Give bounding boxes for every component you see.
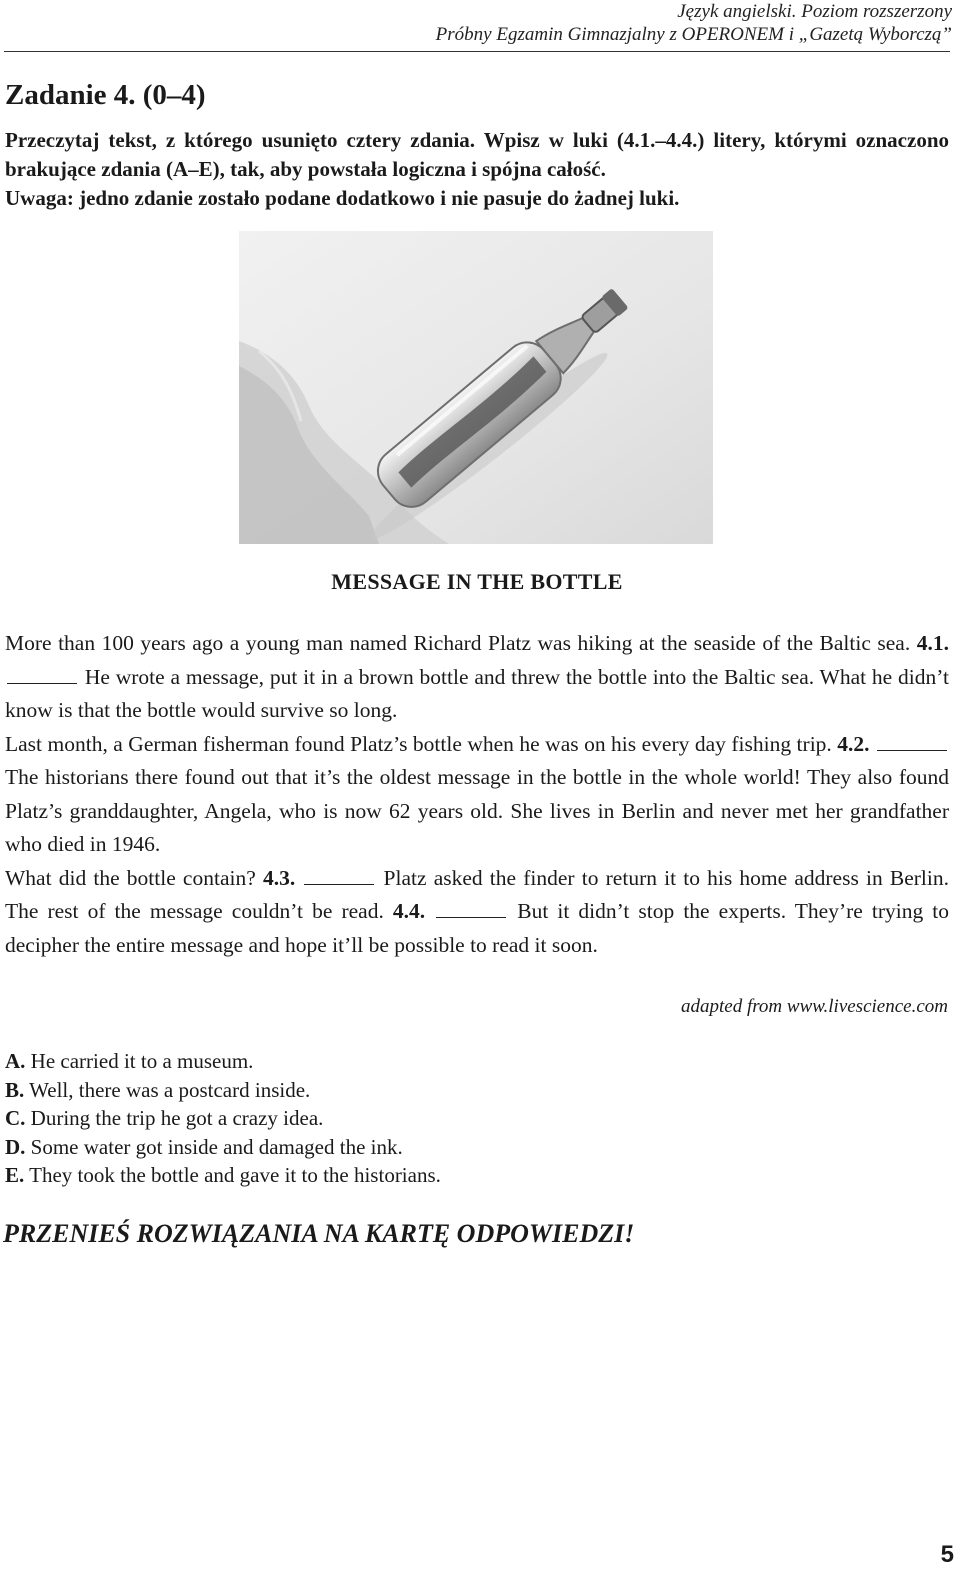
gap-4-3-blank[interactable]	[304, 866, 374, 885]
option-text: Well, there was a postcard inside.	[29, 1077, 311, 1102]
p2-text-1: Last month, a German fisherman found Platz’s bottle when he was on his every day fishing trip.	[5, 731, 832, 756]
p1-text-2: He wrote a message, put it in a brown bottle and threw the bottle into the Baltic sea. What he didn’t know is that the bottle would survive so long.	[5, 664, 950, 722]
p1-text-1: More than 100 years ago a young man named Richard Platz was hiking at the seaside of the Baltic sea.	[5, 631, 911, 655]
message-in-bottle-photo	[239, 231, 713, 544]
article-body	[5, 627, 949, 962]
answer-options	[5, 1047, 805, 1190]
p3-text-3: But it didn’t stop the experts. They’re trying to decipher the entire message and hope it’ll be possible to read it soon.	[5, 899, 950, 957]
p2-text-2: The historians there found out that it’s the oldest message in the bottle in the whole world! They also found Platz’s granddaughter, Angela, who is now 62 years old. She lives in Berlin and never met her grandfather who died in 1946.	[5, 765, 949, 856]
instruction-note: Uwaga: jedno zdanie zostało podane dodatkowo i nie pasuje do żadnej luki.	[5, 186, 680, 210]
page-number: 5	[940, 1541, 954, 1568]
option-item	[5, 1104, 805, 1133]
p3-text-1: What did the bottle contain?	[5, 865, 256, 890]
option-text: Some water got inside and damaged the ink.	[30, 1134, 403, 1159]
option-letter: E.	[5, 1163, 25, 1187]
gap-4-2-blank[interactable]	[877, 732, 947, 751]
gap-4-1-label: 4.1.	[916, 631, 949, 655]
gap-4-4-blank[interactable]	[436, 899, 506, 918]
task-instructions	[5, 126, 949, 213]
gap-4-2-label: 4.2.	[837, 731, 870, 756]
header-line-1: Język angielski. Poziom rozszerzony	[677, 1, 952, 22]
option-letter: C.	[5, 1106, 26, 1130]
instruction-main: Przeczytaj tekst, z którego usunięto cztery zdania. Wpisz w luki (4.1.–4.4.) litery, którymi oznaczono brakujące zdania (A–E), tak, aby powstała logiczna i spójna całość.	[5, 128, 949, 181]
gap-4-3-label: 4.3.	[262, 865, 296, 890]
option-text: They took the bottle and gave it to the historians.	[29, 1163, 441, 1187]
transfer-answers-note: PRZENIEŚ ROZWIĄZANIA NA KARTĘ ODPOWIEDZI!	[3, 1219, 635, 1248]
source-credit: adapted from www.livescience.com	[681, 996, 948, 1017]
gap-4-1-blank[interactable]	[7, 665, 77, 684]
option-letter: D.	[5, 1134, 26, 1159]
option-text: He carried it to a museum.	[30, 1049, 254, 1073]
article-title: MESSAGE IN THE BOTTLE	[331, 569, 623, 594]
option-letter: B.	[5, 1077, 25, 1102]
header-divider	[4, 51, 950, 52]
page-header	[252, 0, 952, 46]
option-letter: A.	[5, 1049, 26, 1073]
option-item	[5, 1161, 805, 1190]
option-item	[5, 1076, 805, 1105]
option-item	[5, 1047, 805, 1076]
gap-4-4-label: 4.4.	[392, 899, 426, 923]
option-text: During the trip he got a crazy idea.	[30, 1106, 324, 1130]
task-title: Zadanie 4. (0–4)	[5, 79, 206, 111]
article-paragraph-1	[5, 627, 949, 728]
p3-text-2: Platz asked the finder to return it to his home address in Berlin. The rest of the message couldn’t be read.	[5, 865, 950, 923]
article-paragraph-3	[5, 862, 949, 963]
option-item	[5, 1133, 805, 1162]
header-line-2: Próbny Egzamin Gimnazjalny z OPERONEM i „Gazetą Wyborczą”	[435, 24, 952, 45]
article-paragraph-2	[5, 728, 949, 862]
bottle-photo-illustration	[239, 231, 713, 544]
